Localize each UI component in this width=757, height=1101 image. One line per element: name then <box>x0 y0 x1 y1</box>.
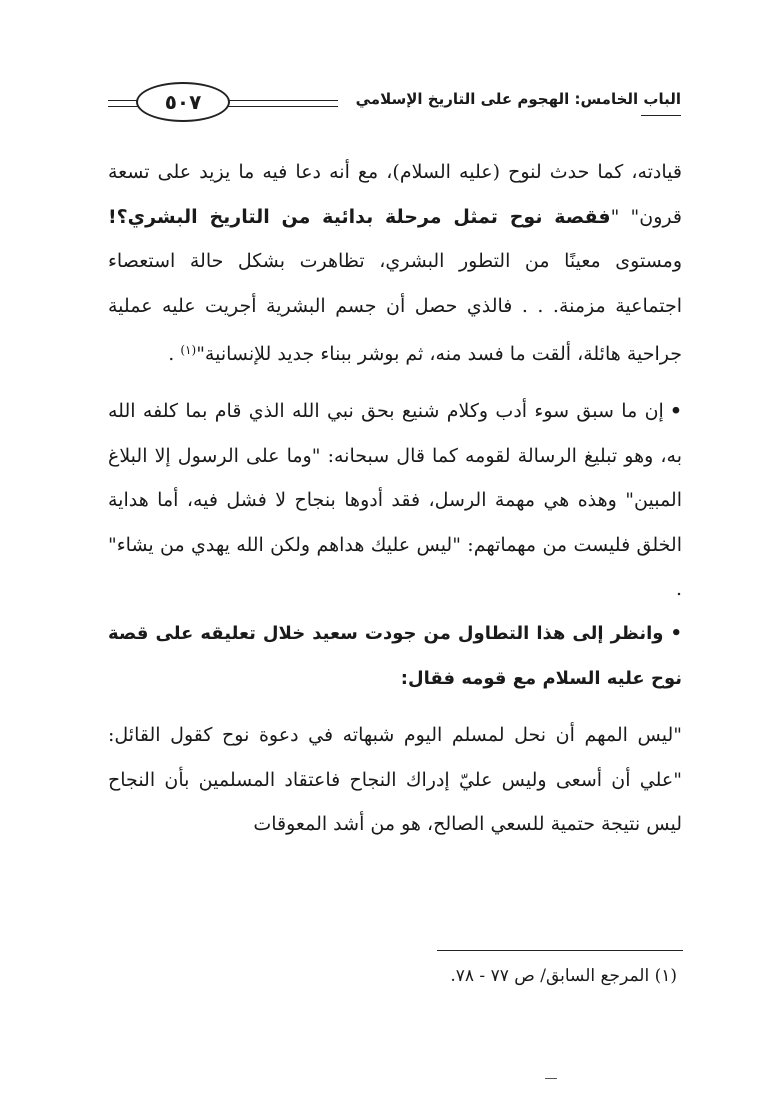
page-header <box>108 88 681 126</box>
bold-phrase: فقصة نوح تمثل مرحلة بدائية من التاريخ البشري؟! <box>108 205 611 228</box>
body-text <box>108 150 682 847</box>
paragraph-bold-intro: • وانظر إلى هذا التطاول من جودت سعيد خلال تعليقه على قصة نوح عليه السلام مع قومه فقال: <box>108 622 682 689</box>
footnote-reference: (١) <box>180 343 197 358</box>
footnote: (١) المرجع السابق/ ص ٧٧ - ٧٨. <box>450 966 677 986</box>
bullet-icon: • <box>669 399 682 422</box>
paragraph-text: قيادته، كما حدث لنوح (عليه السلام)، مع أنه دعا فيه ما يزيد على تسعة قرون" " <box>108 161 682 228</box>
paragraph-commentary <box>108 389 682 612</box>
header-rule-left-top <box>108 100 138 101</box>
paragraph-text: ومستوى معينًا من التطور البشري، تظاهرت بشكل حالة استعصاء اجتماعية مزمنة. . . فالذي حصل أن جسم البشرية أجريت عليه عملية جراحية هائلة، ألقت ما فسد منه، ثم بوشر ببناء جديد للإنسانية" <box>108 250 682 366</box>
paragraph-quote-nuh <box>108 150 682 377</box>
chapter-title: الباب الخامس: الهجوم على التاريخ الإسلامي <box>355 90 681 108</box>
paragraph-quote-jawdat: "ليس المهم أن نحل لمسلم اليوم شبهاته في دعوة نوح كقول القائل: "علي أن أسعى وليس عليّ إدراك النجاح فاعتقاد المسلمين بأن النجاح ليس نتيجة حتمية للسعي الصالح، هو من أشد المعوقات <box>108 724 682 836</box>
footnote-divider <box>437 950 683 951</box>
header-underline <box>641 115 681 116</box>
header-rule-left-bottom <box>108 106 138 107</box>
header-rule-top <box>228 100 338 101</box>
paragraph-end: . <box>168 343 181 366</box>
page-mark <box>545 1078 557 1079</box>
header-rule-bottom <box>228 106 338 107</box>
page-number-badge: ٥٠٧ <box>136 82 230 122</box>
paragraph-text: إن ما سبق سوء أدب وكلام شنيع بحق نبي الله الذي قام بما كلفه الله به، وهو تبليغ الرسالة لقومه كما قال سبحانه: "وما على الرسول إلا البلاغ المبين" وهذه هي مهمة الرسل، فقد أدوها بنجاح لا فشل فيه، أما هداية الخلق فليست من مهماتهم: "ليس عليك هداهم ولكن الله يهدي من يشاء" . <box>108 399 682 601</box>
